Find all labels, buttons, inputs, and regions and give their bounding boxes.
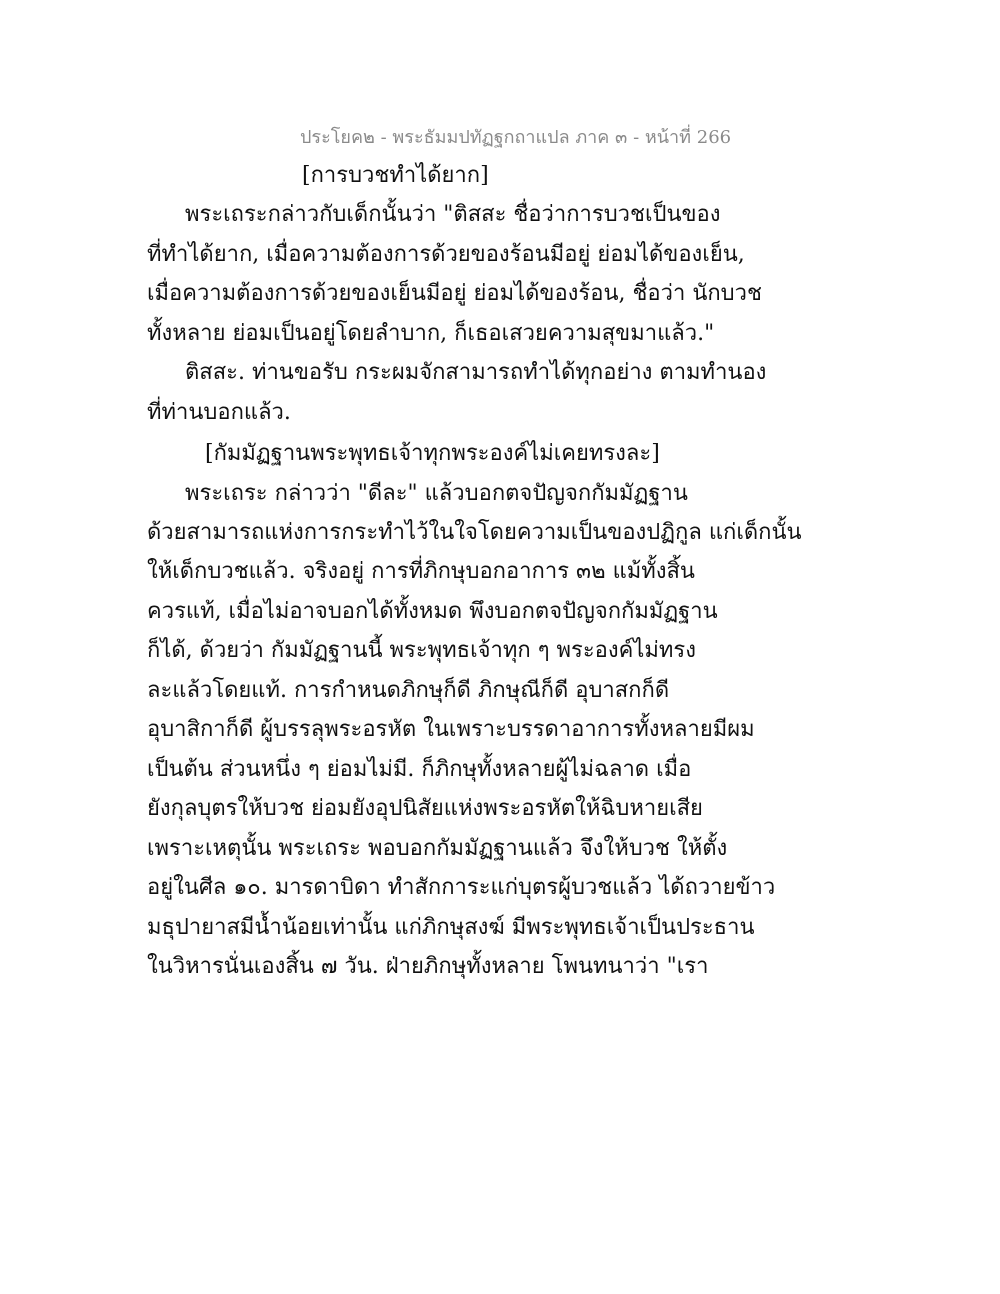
running-header: ประโยค๒ - พระธัมมปทัฏฐกถาแปล ภาค ๓ - หน้าที่ 266 [300,127,732,148]
paragraph-line: ทั้งหลาย ย่อมเป็นอยู่โดยลำบาก, ก็เธอเสวยความสุขมาแล้ว." [147,321,715,346]
paragraph-line: ให้เด็กบวชแล้ว. จริงอยู่ การที่ภิกษุบอกอาการ ๓๒ แม้ทั้งสิ้น [147,559,695,584]
paragraph-line: มธุปายาสมีน้ำน้อยเท่านั้น แก่ภิกษุสงฆ์ มีพระพุทธเจ้าเป็นประธาน [147,915,755,940]
paragraph-line: ด้วยสามารถแห่งการกระทำไว้ในใจโดยความเป็นของปฏิกูล แก่เด็กนั้น [147,520,802,545]
paragraph-line: ที่ท่านบอกแล้ว. [147,400,291,425]
paragraph-line: พระเถระ กล่าวว่า "ดีละ" แล้วบอกตจปัญจกกัมมัฏฐาน [185,481,688,506]
section-heading: [กัมมัฏฐานพระพุทธเจ้าทุกพระองค์ไม่เคยทรงละ] [205,441,660,466]
paragraph-line: เมื่อความต้องการด้วยของเย็นมีอยู่ ย่อมได้ของร้อน, ชื่อว่า นักบวช [147,281,762,306]
paragraph-line: ที่ทำได้ยาก, เมื่อความต้องการด้วยของร้อนมีอยู่ ย่อมได้ของเย็น, [147,242,745,267]
paragraph-line: อยู่ในศีล ๑๐. มารดาบิดา ทำสักการะแก่บุตรผู้บวชแล้ว ได้ถวายข้าว [147,875,776,900]
paragraph-line: พระเถระกล่าวกับเด็กนั้นว่า "ติสสะ ชื่อว่าการบวชเป็นของ [185,202,721,227]
section-heading: [การบวชทำได้ยาก] [302,163,489,188]
paragraph-line: ก็ได้, ด้วยว่า กัมมัฏฐานนี้ พระพุทธเจ้าทุก ๆ พระองค์ไม่ทรง [147,638,696,663]
paragraph-line: อุบาสิกาก็ดี ผู้บรรลุพระอรหัต ในเพราะบรรดาอาการทั้งหลายมีผม [147,717,755,742]
paragraph-line: ในวิหารนั่นเองสิ้น ๗ วัน. ฝ่ายภิกษุทั้งหลาย โพนทนาว่า "เรา [147,954,709,979]
paragraph-line: ติสสะ. ท่านขอรับ กระผมจักสามารถทำได้ทุกอย่าง ตามทำนอง [185,360,767,385]
paragraph-line: เป็นต้น ส่วนหนึ่ง ๆ ย่อมไม่มี. ก็ภิกษุทั้งหลายผู้ไม่ฉลาด เมื่อ [147,757,692,782]
paragraph-line: ละแล้วโดยแท้. การกำหนดภิกษุก็ดี ภิกษุณีก็ดี อุบาสกก็ดี [147,678,670,703]
paragraph-line: ยังกุลบุตรให้บวช ย่อมยังอุปนิสัยแห่งพระอรหัตให้ฉิบหายเสีย [147,796,703,821]
paragraph-line: เพราะเหตุนั้น พระเถระ พอบอกกัมมัฏฐานแล้ว จึงให้บวช ให้ตั้ง [147,836,728,861]
paragraph-line: ควรแท้, เมื่อไม่อาจบอกได้ทั้งหมด พึงบอกตจปัญจกกัมมัฏฐาน [147,599,718,624]
